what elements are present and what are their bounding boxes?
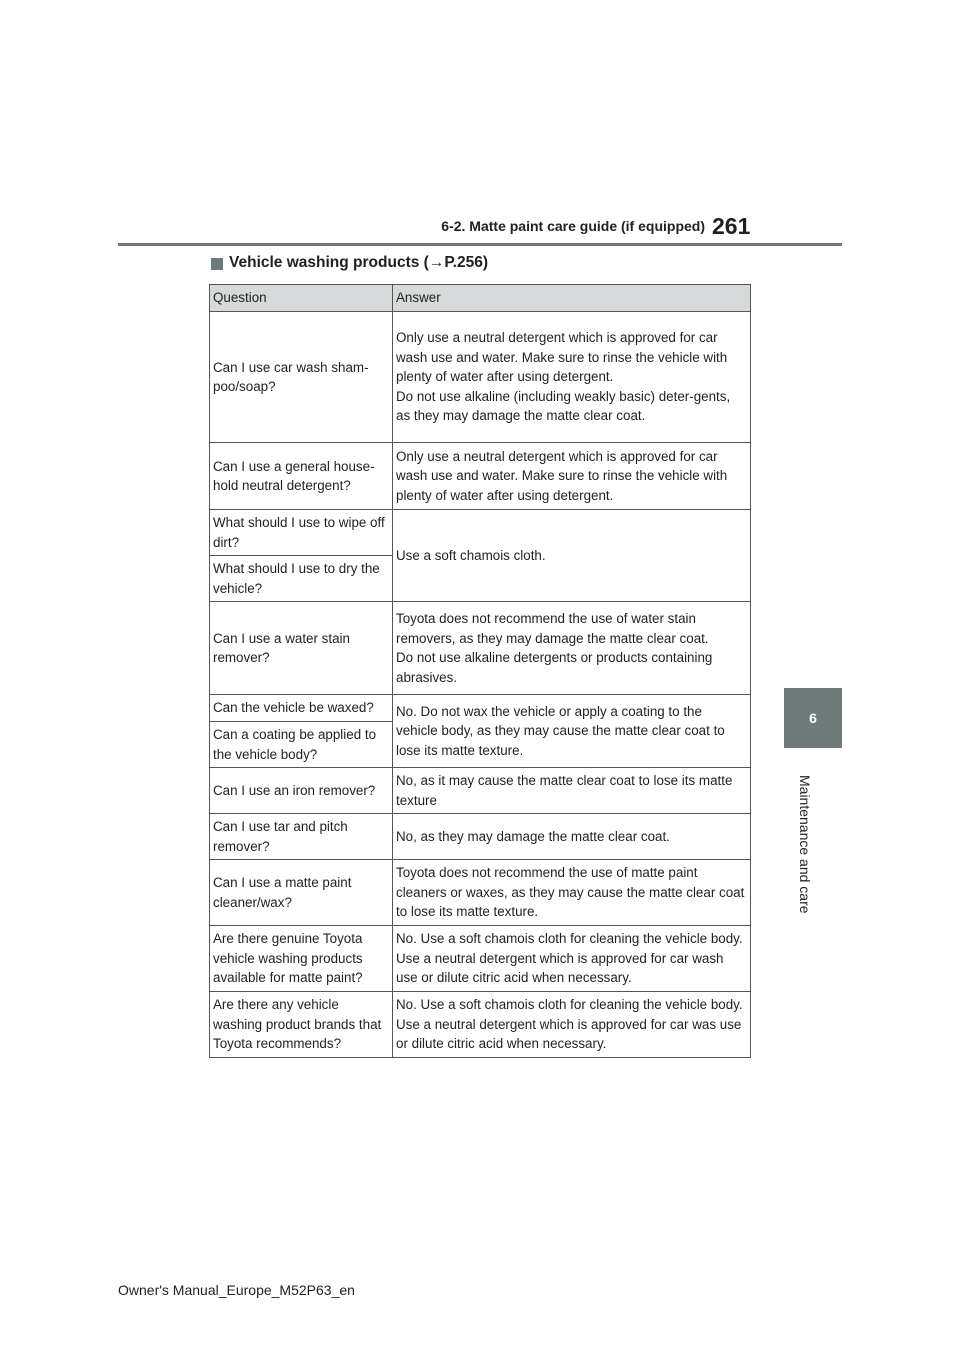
answer-cell: No, as it may cause the matte clear coat to lose its matte texture — [393, 768, 751, 814]
answer-cell: Only use a neutral detergent which is approved for car wash use and water. Make sure to rinse the vehicle with plenty of water after using detergent. — [393, 443, 751, 510]
question-cell: Can I use car wash sham-poo/soap? — [210, 312, 393, 443]
column-header-answer: Answer — [393, 285, 751, 312]
qa-table — [209, 284, 751, 1058]
question-cell: Are there genuine Toyota vehicle washing products available for matte paint? — [210, 926, 393, 992]
table-row — [210, 510, 751, 556]
table-row — [210, 814, 751, 860]
footer-text: Owner's Manual_Europe_M52P63_en — [118, 1282, 355, 1298]
question-cell: Can I use a water stain remover? — [210, 602, 393, 695]
column-header-question: Question — [210, 285, 393, 312]
answer-cell: No. Use a soft chamois cloth for cleaning the vehicle body. Use a neutral detergent which is approved for car was use or dilute citric acid when necessary. — [393, 992, 751, 1058]
table-row — [210, 443, 751, 510]
table-row — [210, 695, 751, 722]
answer-cell: Toyota does not recommend the use of matte paint cleaners or waxes, as they may cause the matte clear coat to lose its matte texture. — [393, 860, 751, 926]
question-cell: Can I use a general house-hold neutral detergent? — [210, 443, 393, 510]
answer-cell: No. Use a soft chamois cloth for cleaning the vehicle body. Use a neutral detergent which is approved for car wash use or dilute citric acid when necessary. — [393, 926, 751, 992]
section-heading-text: Vehicle washing products (→P.256) — [229, 254, 488, 271]
chapter-tab — [784, 688, 842, 748]
answer-cell: Use a soft chamois cloth. — [393, 510, 751, 602]
question-cell: Can I use a matte paint cleaner/wax? — [210, 860, 393, 926]
question-cell: What should I use to dry the vehicle? — [210, 556, 393, 602]
table-row — [210, 992, 751, 1058]
section-heading — [211, 254, 488, 272]
answer-cell: Toyota does not recommend the use of water stain removers, as they may damage the matte clear coat. Do not use alkaline detergents or products containing abrasives. — [393, 602, 751, 695]
chapter-number: 6 — [809, 710, 817, 726]
table-row — [210, 768, 751, 814]
running-header: 6-2. Matte paint care guide (if equipped) — [441, 218, 705, 234]
question-cell: Are there any vehicle washing product brands that Toyota recommends? — [210, 992, 393, 1058]
table-row — [210, 312, 751, 443]
table-row — [210, 602, 751, 695]
table-row — [210, 860, 751, 926]
table-header-row — [210, 285, 751, 312]
question-cell: Can I use tar and pitch remover? — [210, 814, 393, 860]
question-cell: What should I use to wipe off dirt? — [210, 510, 393, 556]
page-number: 261 — [712, 213, 751, 239]
square-bullet-icon — [211, 258, 223, 270]
chapter-title: Maintenance and care — [797, 775, 813, 914]
answer-cell: No, as they may damage the matte clear coat. — [393, 814, 751, 860]
header-rule — [118, 243, 842, 246]
question-cell: Can I use an iron remover? — [210, 768, 393, 814]
answer-cell: No. Do not wax the vehicle or apply a coating to the vehicle body, as they may cause the matte clear coat to lose its matte texture. — [393, 695, 751, 768]
answer-cell: Only use a neutral detergent which is approved for car wash use and water. Make sure to rinse the vehicle with plenty of water after using detergent. Do not use alkaline (including weakly basic) deter-gents, as they may damage the matte clear coat. — [393, 312, 751, 443]
question-cell: Can a coating be applied to the vehicle body? — [210, 722, 393, 768]
table-row — [210, 926, 751, 992]
question-cell: Can the vehicle be waxed? — [210, 695, 393, 722]
